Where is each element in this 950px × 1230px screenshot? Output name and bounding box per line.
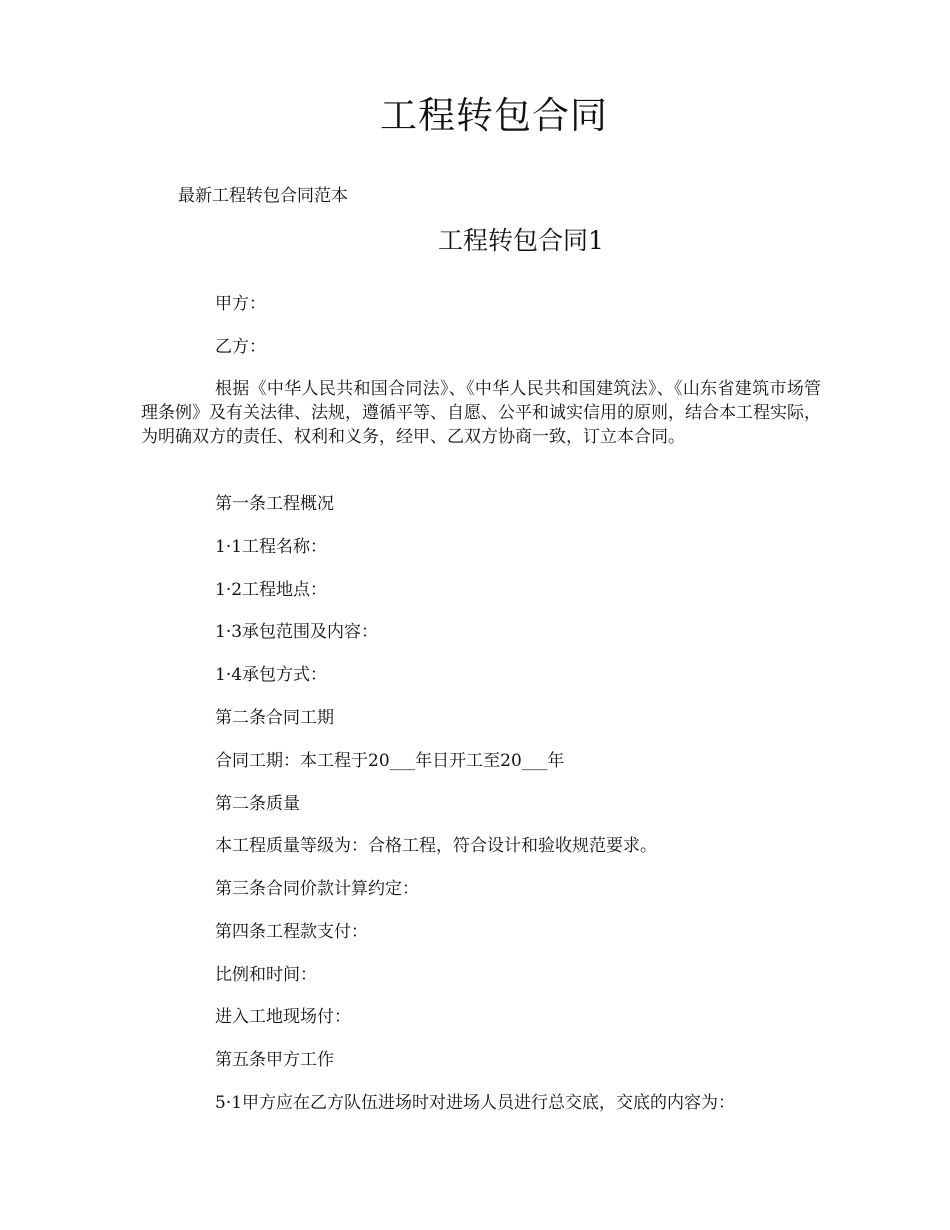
- clause-line: 第三条合同价款计算约定：: [215, 879, 419, 899]
- document-subtitle: 最新工程转包合同范本: [178, 186, 348, 206]
- clause-line: 第一条工程概况: [215, 494, 334, 514]
- clause-line: 第四条工程款支付：: [215, 922, 368, 942]
- clause-line: 第二条合同工期: [215, 708, 334, 728]
- clause-line: 1·1工程名称：: [215, 537, 328, 557]
- party-b-label: 乙方：: [215, 337, 266, 357]
- clause-line: 进入工地现场付：: [215, 1007, 351, 1027]
- party-a-label: 甲方：: [215, 294, 266, 314]
- clause-line: 5·1甲方应在乙方队伍进场时对进场人员进行总交底，交底的内容为：: [215, 1093, 736, 1113]
- clause-line: 合同工期：本工程于20___年日开工至20___年: [215, 751, 565, 771]
- section-title: 工程转包合同1: [438, 226, 604, 255]
- clause-line: 1·2工程地点：: [215, 580, 328, 600]
- preamble-paragraph: 根据《中华人民共和国合同法》、《中华人民共和国建筑法》、《山东省建筑市场管理条例》及有关法律、法规，遵循平等、自愿、公平和诚实信用的原则，结合本工程实际，为明确双方的责任、权利和义务，经甲、乙双方协商一致，订立本合同。: [141, 379, 821, 447]
- document-title: 工程转包合同: [380, 94, 608, 137]
- clause-line: 本工程质量等级为：合格工程，符合设计和验收规范要求。: [215, 836, 657, 856]
- clause-line: 比例和时间：: [215, 965, 317, 985]
- clause-line: 第五条甲方工作: [215, 1050, 334, 1070]
- clause-line: 第二条质量: [215, 794, 300, 814]
- clause-line: 1·4承包方式：: [215, 665, 328, 685]
- clause-line: 1·3承包范围及内容：: [215, 622, 379, 642]
